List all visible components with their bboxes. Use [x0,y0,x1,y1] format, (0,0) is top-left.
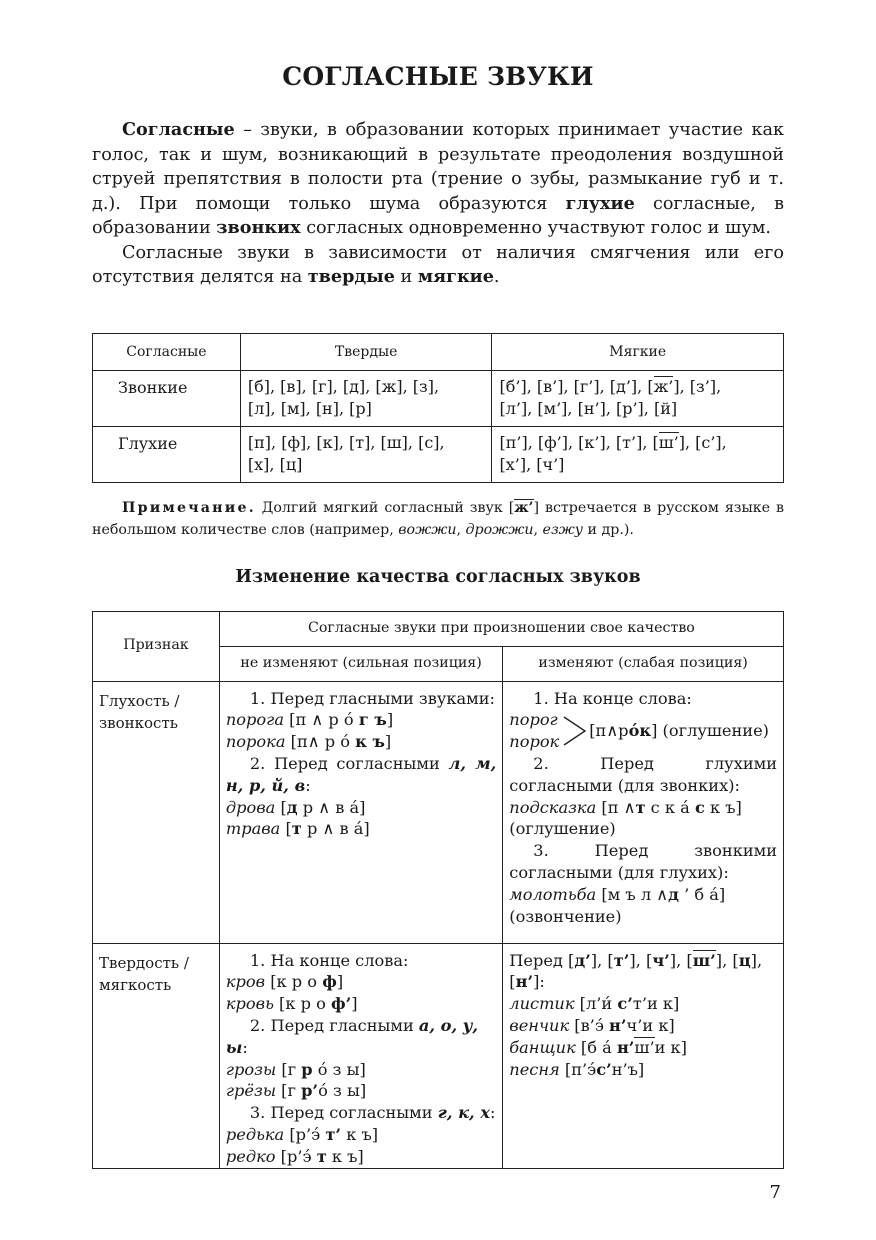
text: з ы] [327,1081,367,1101]
cell-line [226,1102,496,1124]
text: [п [284,710,312,730]
text: ] [384,732,392,752]
example-line [226,971,496,993]
highlight: о́к [628,721,652,741]
highlight: с’ [596,1059,612,1079]
text: р [319,732,341,752]
example-word: венчик [509,1015,570,1035]
table-row [93,371,784,427]
highlight: д’ [574,950,591,970]
example-word: дрова [225,797,276,817]
highlight: с’ [617,994,633,1014]
long-sound: ш’ [692,950,716,970]
text: [м ъ л ∧ [596,884,669,904]
text: ], [ [715,950,739,970]
text: [б а́ [575,1037,617,1057]
text: [г [276,1081,302,1101]
text: и [394,267,418,287]
cell-line [509,950,777,994]
example-word: порог [509,710,558,730]
text: ], [ [629,950,653,970]
example-line [226,818,496,840]
text: [р’э́ [275,1146,317,1166]
text: ] [351,994,358,1014]
example-word: езжу [542,522,584,538]
intro-text [92,118,784,290]
header-cell: Мягкие [492,334,784,371]
text: [п∧р [589,721,629,741]
soft-cell [492,427,784,483]
text: ], [ [590,950,614,970]
long-sound: ш’ [634,1037,655,1057]
text: ] [651,721,658,741]
highlight: р [301,1059,313,1079]
cell-text: ], [с’], [678,433,727,452]
text: р ∧ в [301,819,354,839]
example-line [226,797,496,819]
cell-line [226,753,496,797]
text: а́ [353,819,364,839]
highlight: ч’ [652,950,670,970]
transcription [589,720,769,742]
highlight: т [316,1146,327,1166]
highlight: н’ [616,1037,635,1057]
text: Перед [ [509,950,575,970]
consonants-table [92,333,784,483]
table-header-row [93,334,784,371]
cell-line: [х’], [ч’] [499,455,565,474]
table-header-row [93,612,784,647]
header-cell: Согласные [93,334,241,371]
row-label: Глухость / звонкость [93,681,220,943]
long-sound: ж’ [653,377,674,396]
page-title: СОГЛАСНЫЕ ЗВУКИ [282,62,594,91]
text: к ъ] [704,797,742,817]
example-line [226,1059,496,1081]
cell-line: [п], [ф], [к], [т], [ш], [с], [247,433,445,452]
example-line [226,993,496,1015]
cell-text: [п’], [ф’], [к’], [т’], [ [499,433,659,452]
text: Согласные звуки в зависимости от наличия смягчения или его отсутствия делятся на [92,242,784,287]
weak-cell [503,681,784,943]
example-word: порок [509,732,560,752]
text: : [489,1103,496,1123]
text: 2. Перед согласными [249,753,449,773]
text: а́ [709,884,719,904]
cell-text: ], [з’], [673,377,722,396]
text: и к] [654,1037,687,1057]
text: ч’и к] [626,1015,675,1035]
text: т’и к] [632,994,680,1014]
example-line [226,709,496,731]
cell-line: 1. На конце слова: [249,950,409,970]
text: о́ [340,732,350,752]
highlight: ц [738,950,751,970]
cell-line: 3. Перед звонкими согласными (для глухих): [509,841,777,882]
text: к ъ] [326,1146,364,1166]
text: , [533,522,543,538]
text: согласных одновременно участвуют голос и шум. [300,218,771,238]
text: н’ъ] [611,1059,645,1079]
text: [л’и́ [574,994,618,1014]
text: р [323,710,344,730]
example-line [509,1015,777,1037]
text: 2. Перед гласными [249,1015,419,1035]
section-subtitle: Изменение качества согласных звуков [235,567,641,587]
example-line [509,1037,777,1059]
text: (оглушение) [657,721,769,741]
example-word: порога [225,710,284,730]
example-word: подсказка [509,797,597,817]
highlight: л, м, н, р, й, в [225,753,497,795]
text: р ∧ в [297,797,350,817]
text: ]: [533,972,545,992]
text: к ъ] [341,1124,379,1144]
text: [р’э́ [284,1124,326,1144]
text: [п ∧ [596,797,636,817]
header-group: Согласные звуки при произношении свое качество [219,612,783,647]
text: з ы] [327,1059,366,1079]
table-row [93,681,784,943]
weak-cell [503,943,784,1168]
term-gluhie: глухие [565,192,635,214]
cell-line [226,1015,496,1059]
text: ] [336,972,344,992]
header-strong: не изменяют (сильная позиция) [219,646,502,681]
text: , [456,522,466,538]
text: [ [280,819,292,839]
highlight: т’ [325,1124,342,1144]
text: и др.). [583,522,634,538]
quality-change-table [92,611,784,1169]
text: [в’э́ [569,1015,610,1035]
long-sound: ж’ [514,500,534,516]
text: ’ б [678,884,710,904]
header-cell: Твердые [240,334,492,371]
highlight: д [286,797,298,817]
cell-text: [б’], [в’], [г’], [д’], [ [499,377,654,396]
text: [г [276,1059,302,1079]
intro-paragraph-1 [92,118,784,241]
example-line [509,1059,777,1081]
text: : [242,1037,248,1057]
example-word: вожжи [398,522,457,538]
highlight: д [668,884,679,904]
highlight: н’ [515,972,534,992]
example-words [509,709,559,753]
text: : [305,775,311,795]
text: [п’э́ [559,1059,597,1079]
text: . [493,267,500,287]
page-number: 7 [769,1182,781,1203]
cell-line: [х], [ц] [247,455,303,474]
term-zvonkih: звонких [216,217,301,238]
text: а́ [349,797,360,817]
row-label: Звонкие [93,371,241,427]
term-myagkie: мягкие [417,266,494,287]
example-word: порока [225,732,286,752]
text: [ [275,797,287,817]
text: ], [ [509,950,763,992]
highlight: р’ [301,1081,319,1101]
example-line [509,884,777,906]
text: ∧ [307,732,320,752]
text: ] [363,819,370,839]
text: ] [386,710,394,730]
highlight: с [694,797,705,817]
highlight: а, о, у, ы [225,1015,479,1057]
note [92,497,784,541]
text: [к р о [265,972,323,992]
example-word: кров [225,972,266,992]
long-sound: ш’ [658,433,679,452]
highlight: т [635,797,646,817]
table-row [93,943,784,1168]
text: [к р о [273,994,332,1014]
text: ] [718,884,726,904]
cell-line: (оглушение) [509,819,616,839]
hard-cell [240,427,492,483]
strong-cell [219,681,502,943]
highlight: к ъ [355,732,385,752]
example-line [509,797,777,819]
example-line [509,993,777,1015]
cell-line: [л’], [м’], [н’], [р’], [й] [499,399,678,418]
example-line [509,709,777,753]
text: Долгий мягкий согласный звук [ [255,500,515,516]
example-word: песня [509,1059,560,1079]
example-word: трава [225,819,281,839]
note-label: Примечание. [122,500,256,516]
cell-line: (озвончение) [509,906,622,926]
cell-line: [б], [в], [г], [д], [ж], [з], [247,377,440,396]
text: а́ [680,797,690,817]
highlight: г, к, х [437,1103,490,1123]
row-label: Глухие [93,427,241,483]
text: ], [ [669,950,693,970]
text: согласные, в образовании [92,193,784,238]
text: – звуки, в образовании которых принимает участие как голос, так и шум, возникающий в результате преодоления воздушной струей препятствия в полости рта (трение о зубы, размыкание губ и т. д.). При помощи только шума образуются [92,120,784,214]
highlight: ф [322,972,337,992]
text: ∧ [311,710,324,730]
example-word: грёзы [225,1081,277,1101]
cell-line: 1. Перед гласными звуками: [249,688,495,708]
highlight: н’ [609,1015,627,1035]
highlight: т’ [613,950,630,970]
term-soglasnye: Согласные [122,119,235,140]
text: о́ [343,710,354,730]
example-word: кровь [225,994,274,1014]
highlight: г ъ [358,710,387,730]
merge-arrow-icon [563,713,587,749]
term-tverdye: твердые [307,266,395,287]
text: с к [645,797,681,817]
example-word: листик [509,994,575,1014]
soft-cell [492,371,784,427]
text: о́ [317,1059,328,1079]
example-line [226,1124,496,1146]
intro-paragraph-2 [92,241,784,290]
example-word: банщик [509,1037,576,1057]
cell-line: 1. На конце слова: [533,688,692,708]
example-word: редька [225,1124,285,1144]
text: [п [285,732,308,752]
text: 3. Перед согласными [249,1103,438,1123]
example-line [226,731,496,753]
header-sign: Признак [93,612,220,682]
highlight: ф’ [331,994,352,1014]
example-word: грозы [225,1059,277,1079]
example-line [226,1146,496,1168]
text: о́ [318,1081,328,1101]
highlight: т [291,819,302,839]
header-weak: изменяют (слабая позиция) [503,646,784,681]
text: ] встречается в русском языке в небольшом количестве слов (например, [92,500,784,538]
example-word: молотьба [509,884,597,904]
cell-line: [л], [м], [н], [р] [247,399,372,418]
row-label: Твердость / мягкость [93,943,220,1168]
text: ] [359,797,366,817]
example-line [226,1080,496,1102]
strong-cell [219,943,502,1168]
example-word: дрожжи [465,522,534,538]
example-word: редко [225,1146,276,1166]
table-row [93,427,784,483]
cell-line: 2. Перед глухими согласными (для звонких): [509,753,777,795]
hard-cell [240,371,492,427]
